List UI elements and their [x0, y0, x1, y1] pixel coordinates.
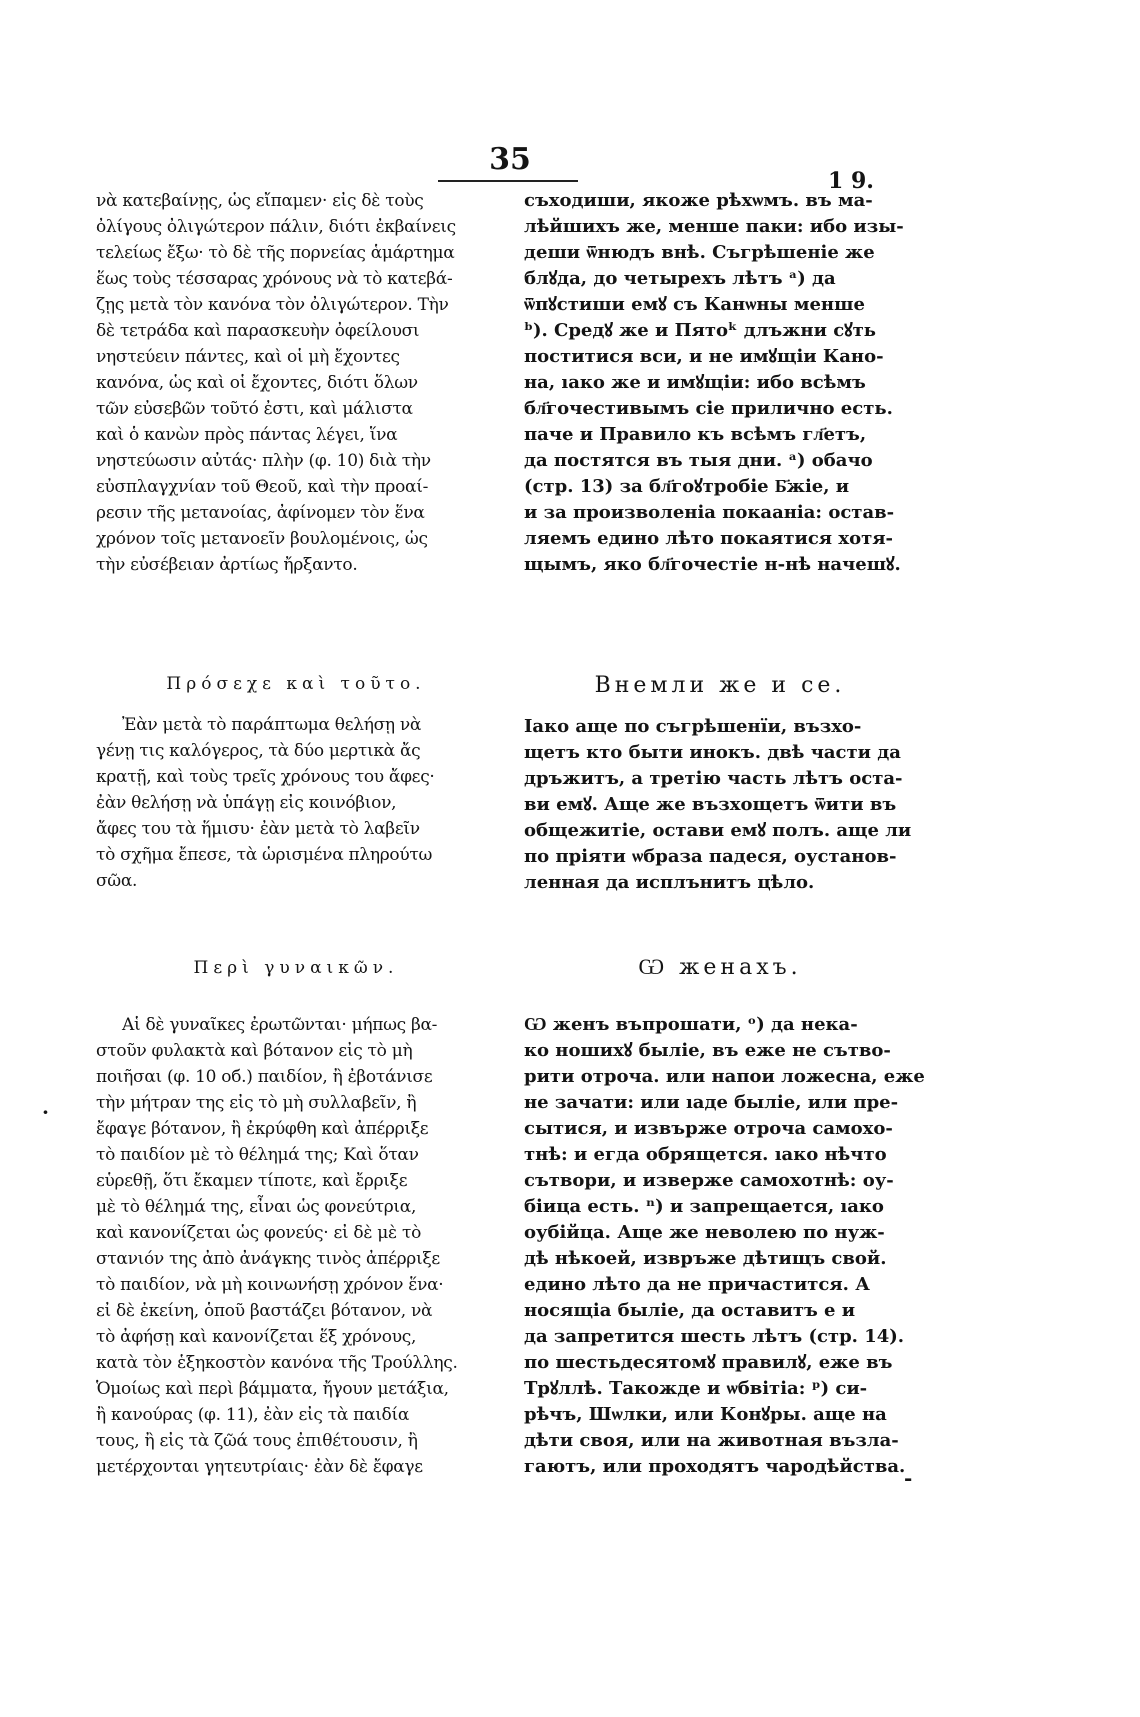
text-line: σῶα. [96, 871, 138, 891]
text-line: Іако аще по съгрѣшенїи, възхо- [524, 716, 862, 737]
slavonic-para-3 [524, 1012, 925, 1480]
text-line: лѣйшихъ же, менше паки: ибо изы- [524, 216, 904, 237]
text-line: Ѡ женъ въпрошати, ᵒ) да нека- [524, 1014, 858, 1035]
text-line: деши ѿнюдъ внѣ. Съгрѣшеніе же [524, 242, 875, 263]
text-line: ᵇ). Средꙋ же и Пятоᵏ длъжни сꙋть [524, 320, 876, 341]
slavonic-para-1 [524, 188, 916, 578]
text-line: бл҃гочестивымъ сіе прилично есть. [524, 398, 893, 419]
text-line: не зачати: или ıаде быліе, или пре- [524, 1092, 899, 1113]
slavonic-heading-2: Внемли же и се. [594, 673, 846, 698]
text-line: щымъ, яко бл҃гочестіе н-нѣ начешꙋ. [524, 554, 901, 575]
page-number: 35 [489, 142, 531, 177]
text-line: ζῃς μετὰ τὸν κανόνα τὸν ὀλιγώτερον. Τὴν [96, 295, 449, 315]
margin-dot: · [42, 1100, 49, 1124]
text-line: общежитіе, остави емꙋ полъ. аще ли [524, 820, 912, 841]
text-line: дѣ нѣкоей, извръже дѣтищъ свой. [524, 1248, 887, 1269]
text-line: гаютъ, или проходятъ чародѣйства. [524, 1456, 906, 1477]
text-line: τὸ παιδίον, νὰ μὴ κοινωνήσῃ χρόνον ἕνα· [96, 1275, 444, 1295]
text-line: сътвори, и изверже самохотнѣ: оу- [524, 1170, 894, 1191]
text-line: νηστεύειν πάντες, καὶ οἱ μὴ ἔχοντες [96, 347, 400, 367]
text-line: ρεσιν τῆς μετανοίας, ἀφίνομεν τὸν ἕνα [96, 503, 425, 523]
text-line: ἐὰν θελήσῃ νὰ ὑπάγῃ εἰς κοινόβιον, [96, 793, 397, 813]
text-line: оубійца. Аще же неволею по нуж- [524, 1222, 885, 1243]
text-line: на, ıако же и имꙋщіи: ибо всѣмъ [524, 372, 866, 393]
text-line: Αἱ δὲ γυναῖκες ἐρωτῶνται· μήπως βα- [122, 1015, 438, 1035]
text-line: ἄφες του τὰ ἥμισυ· ἐὰν μετὰ τὸ λαβεῖν [96, 819, 420, 839]
header-rule [438, 180, 578, 182]
text-line: καὶ κανονίζεται ὡς φονεύς· εἰ δὲ μὲ τὸ [96, 1223, 422, 1243]
text-line: ἔφαγε βότανον, ἢ ἐκρύφθη καὶ ἀπέρριξε [96, 1119, 429, 1139]
greek-heading-2: Πρόσεχε καὶ τοῦτο. [166, 674, 426, 694]
text-line: στανιόν της ἀπὸ ἀνάγκης τινὸς ἀπέρριξε [96, 1249, 440, 1269]
text-line: да постятся въ тыя дни. ᵃ) обачо [524, 450, 873, 471]
text-line: паче и Правило къ всѣмъ гл҃етъ, [524, 424, 867, 445]
text-line: по пріяти ѡбраза падеся, оустанов- [524, 846, 897, 867]
text-line: сытися, и извържe отроча самохо- [524, 1118, 893, 1139]
greek-heading-3: Περὶ γυναικῶν. [193, 958, 399, 978]
text-line: ѿпꙋстиши емꙋ съ Канѡны менше [524, 294, 865, 315]
text-line: τῶν εὐσεβῶν τοῦτό ἐστι, καὶ μάλιστα [96, 399, 413, 419]
text-line: ляемъ едино лѣто покаятися хотя- [524, 528, 893, 549]
text-line: щетъ кто быти инокъ. двѣ части да [524, 742, 901, 763]
slavonic-para-2 [524, 714, 916, 896]
text-line: ποιῆσαι (φ. 10 οб.) παιδίον, ἢ ἐβοτάνισε [96, 1067, 433, 1087]
text-line: τὸ παιδίον μὲ τὸ θέλημά της; Καὶ ὅταν [96, 1145, 419, 1165]
text-line: дѣти своя, или на животная възла- [524, 1430, 899, 1451]
signature-mark: 1 9. [828, 168, 874, 194]
text-line: ἢ κανούρας (φ. 11), ἐὰν εἰς τὰ παιδία [96, 1405, 410, 1425]
text-line: ви емꙋ. Аще же възхощетъ ѿити въ [524, 794, 897, 815]
text-line: νηστεύωσιν αὐτάς· πλὴν (φ. 10) διὰ τὴν [96, 451, 431, 471]
text-line: χρόνον τοῖς μετανοεῖν βουλομένοις, ὡς [96, 529, 428, 549]
text-line: ленная да исплънитъ цѣло. [524, 872, 815, 893]
bottom-dash: - [904, 1466, 913, 1490]
text-line: и за произволеніа покааніа: остав- [524, 502, 895, 523]
text-line: дръжитъ, а третію часть лѣтъ оста- [524, 768, 903, 789]
text-line: κατὰ τὸν ἑξηκοστὸν κανόνα τῆς Τρούλλης. [96, 1353, 458, 1373]
text-line: δὲ τετράδα καὶ παρασκευὴν ὀφείλουσι [96, 321, 420, 341]
text-line: Ἐὰν μετὰ τὸ παράπτωμα θελήσῃ νὰ [122, 715, 422, 735]
text-line: (стр. 13) за бл҃гоꙋтробіе Б҃жіе, и [524, 476, 850, 497]
text-line: блꙋда, до четырехъ лѣтъ ᵃ) да [524, 268, 836, 289]
text-line: по шестьдесятомꙋ правилꙋ, еже въ [524, 1352, 893, 1373]
greek-para-1 [96, 188, 496, 578]
text-line: καὶ ὁ κανὼν πρὸς πάντας λέγει, ἵνα [96, 425, 398, 445]
text-line: εὑρεθῇ, ὅτι ἔκαμεν τίποτε, καὶ ἔρριξε [96, 1171, 408, 1191]
slavonic-heading-3: Ѡ женахъ. [638, 955, 802, 980]
text-line: τὴν εὐσέβειαν ἀρτίως ἤρξαντο. [96, 555, 358, 575]
text-line: съходиши, якоже рѣхѡмъ. въ ма- [524, 190, 873, 211]
text-line: κανόνα, ὡς καὶ οἱ ἔχοντες, διότι ὅλων [96, 373, 418, 393]
text-line: ἕως τοὺς τέσσαρας χρόνους νὰ τὸ κατεβά- [96, 269, 453, 289]
text-line: τὸ σχῆμα ἔπεσε, τὰ ὡρισμένα πληρούτω [96, 845, 433, 865]
text-line: рити отроча. или напои ложесна, еже [524, 1066, 925, 1087]
text-line: τὸ ἀφήσῃ καὶ κανονίζεται ἕξ χρόνους, [96, 1327, 417, 1347]
text-line: εὐσπλαγχνίαν τοῦ Θεοῦ, καὶ τὴν προαί- [96, 477, 429, 497]
text-line: μὲ τὸ θέλημά της, εἶναι ὡς φονεύτρια, [96, 1197, 417, 1217]
text-line: ко ношихꙋ быліе, въ еже не сътво- [524, 1040, 891, 1061]
text-line: τελείως ἔξω· τὸ δὲ τῆς πορνείας ἁμάρτημα [96, 243, 455, 263]
text-line: τὴν μήτραν της εἰς τὸ μὴ συλλαβεῖν, ἢ [96, 1093, 417, 1113]
text-line: νὰ κατεβαίνῃς, ὡς εἴπαμεν· εἰς δὲ τοὺς [96, 191, 424, 211]
text-line: εἰ δὲ ἐκείνη, ὁποῦ βαστάζει βότανον, νὰ [96, 1301, 433, 1321]
text-line: Трꙋллѣ. Такожде и ѡбвітіа: ᵖ) си- [524, 1378, 868, 1399]
text-line: носящіа быліе, да оставитъ е и [524, 1300, 856, 1321]
text-line: тнѣ: и егда обрящется. ıако нѣчто [524, 1144, 887, 1165]
text-line: στοῦν φυλακτὰ καὶ βότανον εἰς τὸ μὴ [96, 1041, 413, 1061]
greek-para-3 [96, 1012, 496, 1480]
greek-para-2 [96, 712, 496, 894]
text-line: едино лѣто да не причастится. А [524, 1274, 870, 1295]
text-line: κρατῇ, καὶ τοὺς τρεῖς χρόνους του ἄφες· [96, 767, 435, 787]
text-line: поститися вси, и не имꙋщіи Кано- [524, 346, 884, 367]
text-line: да запретится шесть лѣтъ (стр. 14). [524, 1326, 905, 1347]
text-line: τους, ἢ εἰς τὰ ζῶά τους ἐπιθέτουσιν, ἢ [96, 1431, 418, 1451]
text-line: γένῃ τις καλόγερος, τὰ δύο μερτικὰ ἄς [96, 741, 421, 761]
text-line: біица есть. ⁿ) и запрещается, ıако [524, 1196, 884, 1217]
text-line: рѣчъ, Шѡлки, или Конꙋры. аще на [524, 1404, 887, 1425]
text-line: μετέρχονται γητευτρίαις· ἐὰν δὲ ἔφαγε [96, 1457, 423, 1477]
text-line: ὀλίγους ὀλιγώτερον πάλιν, διότι ἐκβαίνεις [96, 217, 456, 237]
text-line: Ὁμοίως καὶ περὶ βάμματα, ἤγουν μετάξια, [96, 1379, 449, 1399]
